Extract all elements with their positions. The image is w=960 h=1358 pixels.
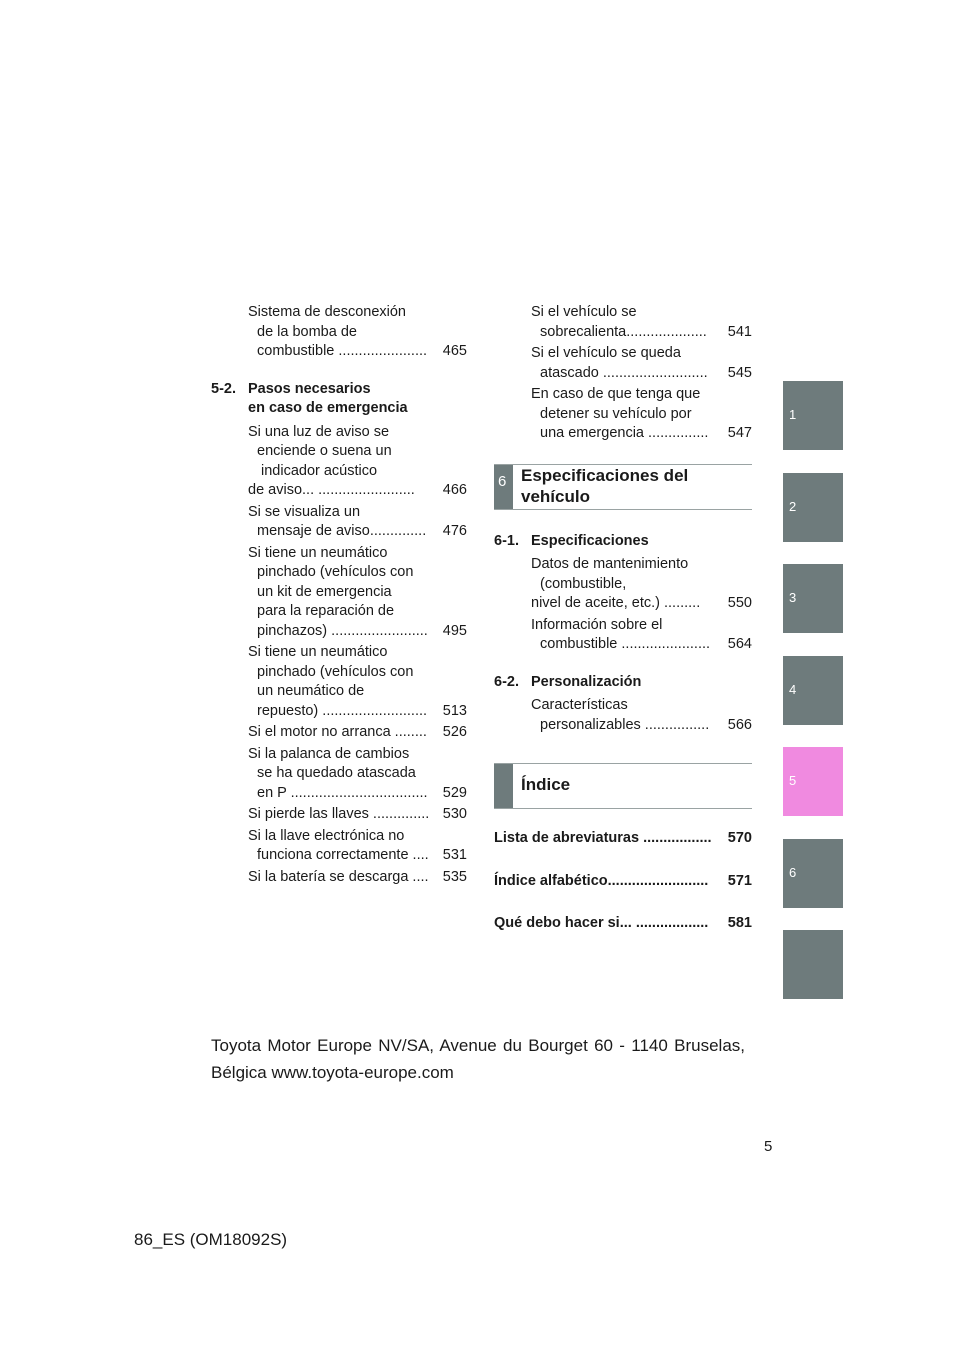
entry-line: Características	[531, 697, 628, 713]
entry-line: Sistema de desconexión	[248, 304, 406, 320]
chapter-tab	[494, 764, 513, 808]
toc-right-column	[494, 303, 752, 957]
chapter-tab-3[interactable]	[783, 564, 843, 633]
entry-line: detener su vehículo por	[540, 405, 692, 422]
toc-entry-what-to-do[interactable]	[494, 914, 752, 934]
entry-line: mensaje de aviso..............	[257, 523, 427, 539]
chapter-tab	[494, 465, 513, 509]
chapter-title: Índice	[521, 775, 571, 794]
entry-line: un neumático de	[257, 683, 365, 699]
toc-entry[interactable]	[248, 745, 467, 804]
publisher-note: Toyota Motor Europe NV/SA, Avenue du Bourget 60 - 1140 Bruselas, Bélgica www.toyota-europe.com	[211, 1036, 745, 1082]
toc-entry[interactable]	[248, 423, 467, 501]
toc-entry-alphabetical-index[interactable]	[494, 872, 752, 892]
page-ref: 545	[727, 364, 752, 381]
toc-entry[interactable]	[531, 344, 752, 383]
entry-line: Si tiene un neumático	[248, 544, 388, 561]
chapter-title-line1: Especificaciones del	[521, 465, 689, 485]
page-ref: 547	[727, 425, 752, 441]
entry-line: pinchado (vehículos con	[257, 564, 414, 580]
page-ref: 566	[727, 716, 752, 733]
toc-entry[interactable]	[248, 643, 467, 721]
toc-left-column	[211, 303, 467, 889]
chapter-tab-5[interactable]	[783, 747, 843, 816]
entry-line: enciende o suena un	[257, 443, 392, 459]
page-ref: 530	[442, 806, 467, 822]
chapter-tab-index[interactable]	[783, 930, 843, 999]
entry-line: de la bomba de	[257, 323, 357, 340]
entry-line: en P ..................................	[257, 784, 428, 801]
entry-line: funciona correctamente ....	[257, 847, 429, 863]
document-code: 86_ES (OM18092S)	[134, 1230, 288, 1249]
tab-label: 2	[789, 498, 797, 514]
section-title-line2: en caso de emergencia	[248, 400, 408, 416]
toc-entry[interactable]	[531, 696, 752, 735]
section-heading-6-1[interactable]	[494, 532, 752, 552]
chapter-tabs	[783, 381, 843, 1022]
toc-entry[interactable]	[248, 868, 467, 888]
chapter-heading-6[interactable]	[494, 464, 752, 510]
section-number: 6-1.	[494, 532, 519, 549]
entry-line: se ha quedado atascada	[257, 765, 416, 781]
section-heading-6-2[interactable]	[494, 673, 752, 693]
entry-line: personalizables ................	[540, 716, 710, 733]
entry-text: Qué debo hacer si... ..................	[494, 915, 709, 931]
entry-line: pinchazos) ........................	[257, 622, 428, 639]
page-ref: 495	[442, 622, 467, 639]
entry-line: Información sobre el	[531, 616, 663, 633]
entry-line: pinchado (vehículos con	[257, 663, 414, 680]
entry-line: Si la llave electrónica no	[248, 827, 405, 844]
entry-line: Si se visualiza un	[248, 503, 361, 520]
entry-line: Si tiene un neumático	[248, 644, 388, 660]
entry-line: (combustible,	[540, 575, 627, 592]
page-ref: 550	[727, 595, 752, 611]
entry-text: Índice alfabético.........................	[494, 872, 709, 889]
toc-entry[interactable]	[248, 805, 467, 825]
entry-line: Si la palanca de cambios	[248, 745, 410, 762]
page-ref: 526	[442, 724, 467, 740]
chapter-tab-number: 6	[498, 472, 507, 490]
entry-line: atascado ..........................	[540, 364, 708, 381]
page-ref: 581	[727, 915, 752, 931]
entry-line: Datos de mantenimiento	[531, 556, 689, 572]
page-ref: 466	[442, 482, 467, 498]
entry-text: Lista de abreviaturas .................	[494, 830, 712, 846]
toc-entry[interactable]	[531, 616, 752, 655]
entry-line: sobrecalienta....................	[540, 323, 707, 340]
section-heading-5-2[interactable]	[211, 380, 467, 419]
toc-entry[interactable]	[531, 385, 752, 444]
tab-label: 6	[789, 864, 797, 880]
entry-line: para la reparación de	[257, 603, 395, 619]
page-ref: 531	[442, 847, 467, 863]
section-title: Pasos necesarios	[248, 380, 371, 397]
entry-line: Si el vehículo se	[531, 304, 637, 320]
toc-entry[interactable]	[531, 303, 752, 342]
toc-entry[interactable]	[248, 503, 467, 542]
entry-line: Si el motor no arranca ........	[248, 724, 427, 740]
entry-line: repuesto) ..........................	[257, 702, 428, 719]
entry-line: indicador acústico	[261, 462, 378, 479]
tab-label: 5	[789, 773, 797, 788]
entry-line: En caso de que tenga que	[531, 386, 701, 402]
entry-line: nivel de aceite, etc.) .........	[531, 595, 701, 611]
entry-line: Si el vehículo se queda	[531, 345, 681, 361]
page-ref: 476	[442, 523, 467, 539]
tab-label: 3	[789, 590, 797, 605]
entry-line: Si una luz de aviso se	[248, 423, 390, 440]
page-ref: 570	[727, 830, 752, 846]
section-number: 5-2.	[211, 380, 236, 397]
page-ref: 513	[442, 702, 467, 719]
tab-label: 4	[789, 681, 797, 697]
page-ref: 529	[442, 784, 467, 801]
chapter-tab-6[interactable]	[783, 839, 843, 908]
chapter-tab-1[interactable]	[783, 381, 843, 450]
entry-line: de aviso... ........................	[248, 482, 415, 498]
chapter-tab-4[interactable]	[783, 656, 843, 725]
page-ref: 541	[727, 323, 752, 340]
page-ref: 571	[727, 872, 752, 889]
toc-entry-abbreviations[interactable]	[494, 829, 752, 849]
page-number: 5	[764, 1138, 773, 1155]
chapter-title	[521, 465, 688, 507]
toc-entry[interactable]	[248, 827, 467, 866]
chapter-heading-index[interactable]	[494, 763, 752, 809]
page-ref: 564	[727, 636, 752, 652]
page-ref: 465	[442, 343, 467, 359]
entry-line: una emergencia ...............	[540, 425, 709, 441]
entry-line: combustible ......................	[257, 343, 428, 359]
tab-label: 1	[789, 407, 797, 422]
section-title: Especificaciones	[531, 532, 649, 549]
toc-entry[interactable]	[248, 723, 467, 743]
chapter-title-line2: vehículo	[521, 486, 590, 506]
section-title: Personalización	[531, 673, 642, 690]
chapter-tab-2[interactable]	[783, 473, 843, 542]
toc-entry[interactable]	[248, 303, 467, 362]
entry-line: Si pierde las llaves ..............	[248, 806, 430, 822]
page-ref: 535	[442, 868, 467, 885]
toc-entry[interactable]	[531, 555, 752, 614]
entry-line: combustible ......................	[540, 636, 711, 652]
toc-entry[interactable]	[248, 544, 467, 642]
section-number: 6-2.	[494, 673, 519, 690]
entry-line: Si la batería se descarga ....	[248, 868, 429, 885]
entry-line: un kit de emergencia	[257, 583, 392, 600]
